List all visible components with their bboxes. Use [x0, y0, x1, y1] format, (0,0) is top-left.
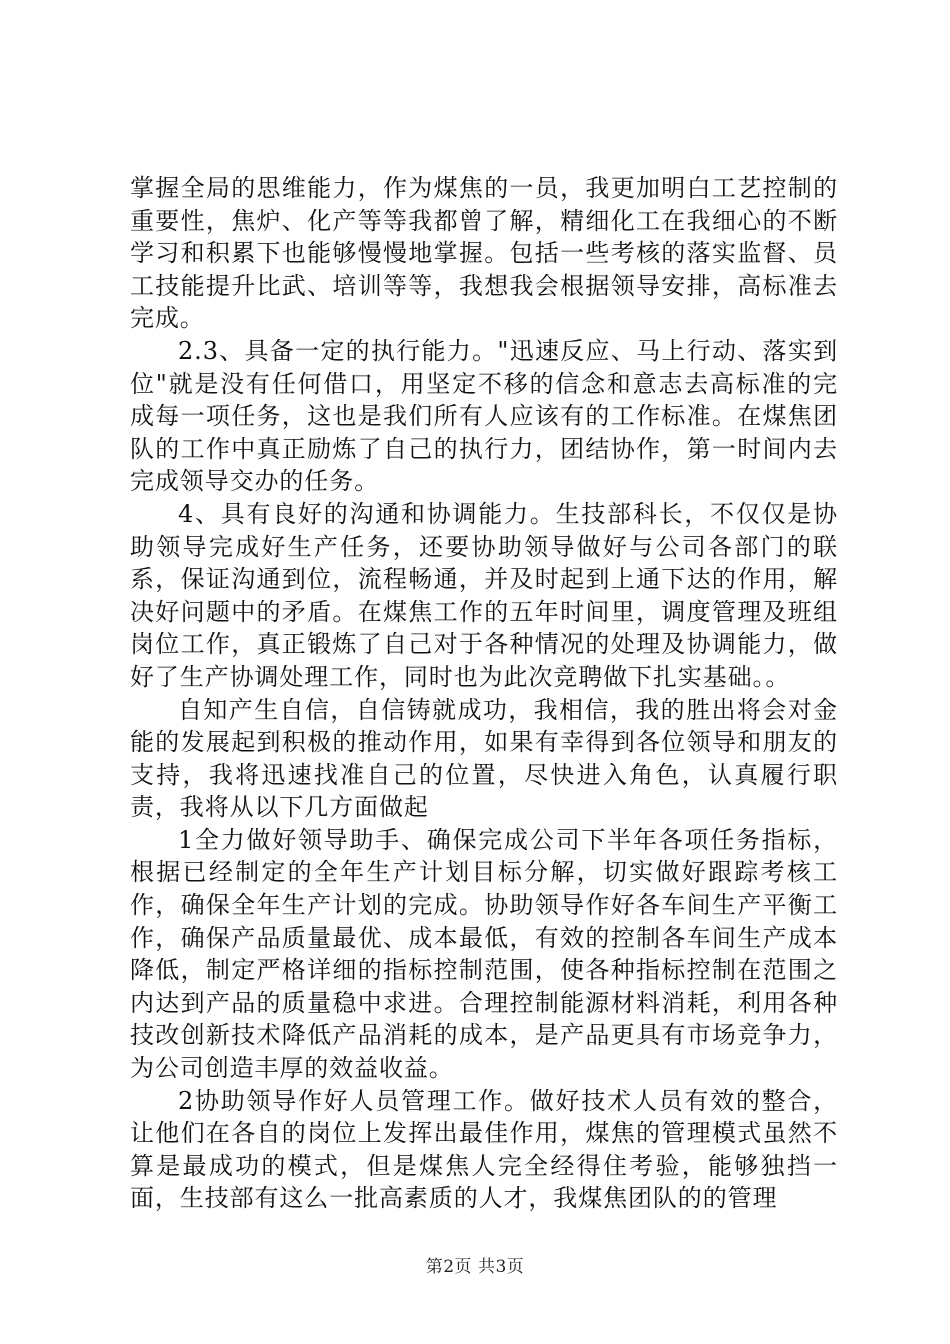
paragraph-3: 4、具有良好的沟通和协调能力。生技部科长，不仅仅是协助领导完成好生产任务，还要协助领导做好与公司各部门的联系，保证沟通到位，流程畅通，并及时起到上通下达的作用，解决好问题中的矛盾。在煤焦工作的五年时间里，调度管理及班组岗位工作，真正锻炼了自己对于各种情况的处理及协调能力，做好了生产协调处理工作，同时也为此次竞聘做下扎实基础。。	[130, 499, 838, 691]
paragraph-5: 1全力做好领导助手、确保完成公司下半年各项任务指标，根据已经制定的全年生产计划目标分解，切实做好跟踪考核工作，确保全年生产计划的完成。协助领导作好各车间生产平衡工作，确保产品质量最优、成本最低，有效的控制各车间生产成本降低，制定严格详细的指标控制范围，使各种指标控制在范围之内达到产品的质量稳中求进。合理控制能源材料消耗，利用各种技改创新技术降低产品消耗的成本，是产品更具有市场竞争力，为公司创造丰厚的效益收益。	[130, 825, 838, 1083]
paragraph-6: 2协助领导作好人员管理工作。做好技术人员有效的整合，让他们在各自的岗位上发挥出最佳作用，煤焦的管理模式虽然不算是最成功的模式，但是煤焦人完全经得住考验，能够独挡一面，生技部有这么一批高素质的人才，我煤焦团队的的管理	[130, 1086, 838, 1213]
paragraph-4: 自知产生自信，自信铸就成功，我相信，我的胜出将会对金能的发展起到积极的推动作用，如果有幸得到各位领导和朋友的支持，我将迅速找准自己的位置，尽快进入角色，认真履行职责，我将从以下几方面做起	[130, 695, 838, 822]
document-body	[130, 172, 838, 1215]
paragraph-1: 掌握全局的思维能力，作为煤焦的一员，我更加明白工艺控制的重要性，焦炉、化产等等我都曾了解，精细化工在我细心的不断学习和积累下也能够慢慢地掌握。包括一些考核的落实监督、员工技能提升比武、培训等等，我想我会根据领导安排，高标准去完成。	[130, 174, 838, 333]
paragraph-2: 2.3、具备一定的执行能力。"迅速反应、马上行动、落实到位"就是没有任何借口，用坚定不移的信念和意志去高标准的完成每一项任务，这也是我们所有人应该有的工作标准。在煤焦团队的工作中真正励炼了自己的执行力，团结协作，第一时间内去完成领导交办的任务。	[130, 336, 838, 496]
page-footer: 第2页 共3页	[425, 1257, 525, 1277]
